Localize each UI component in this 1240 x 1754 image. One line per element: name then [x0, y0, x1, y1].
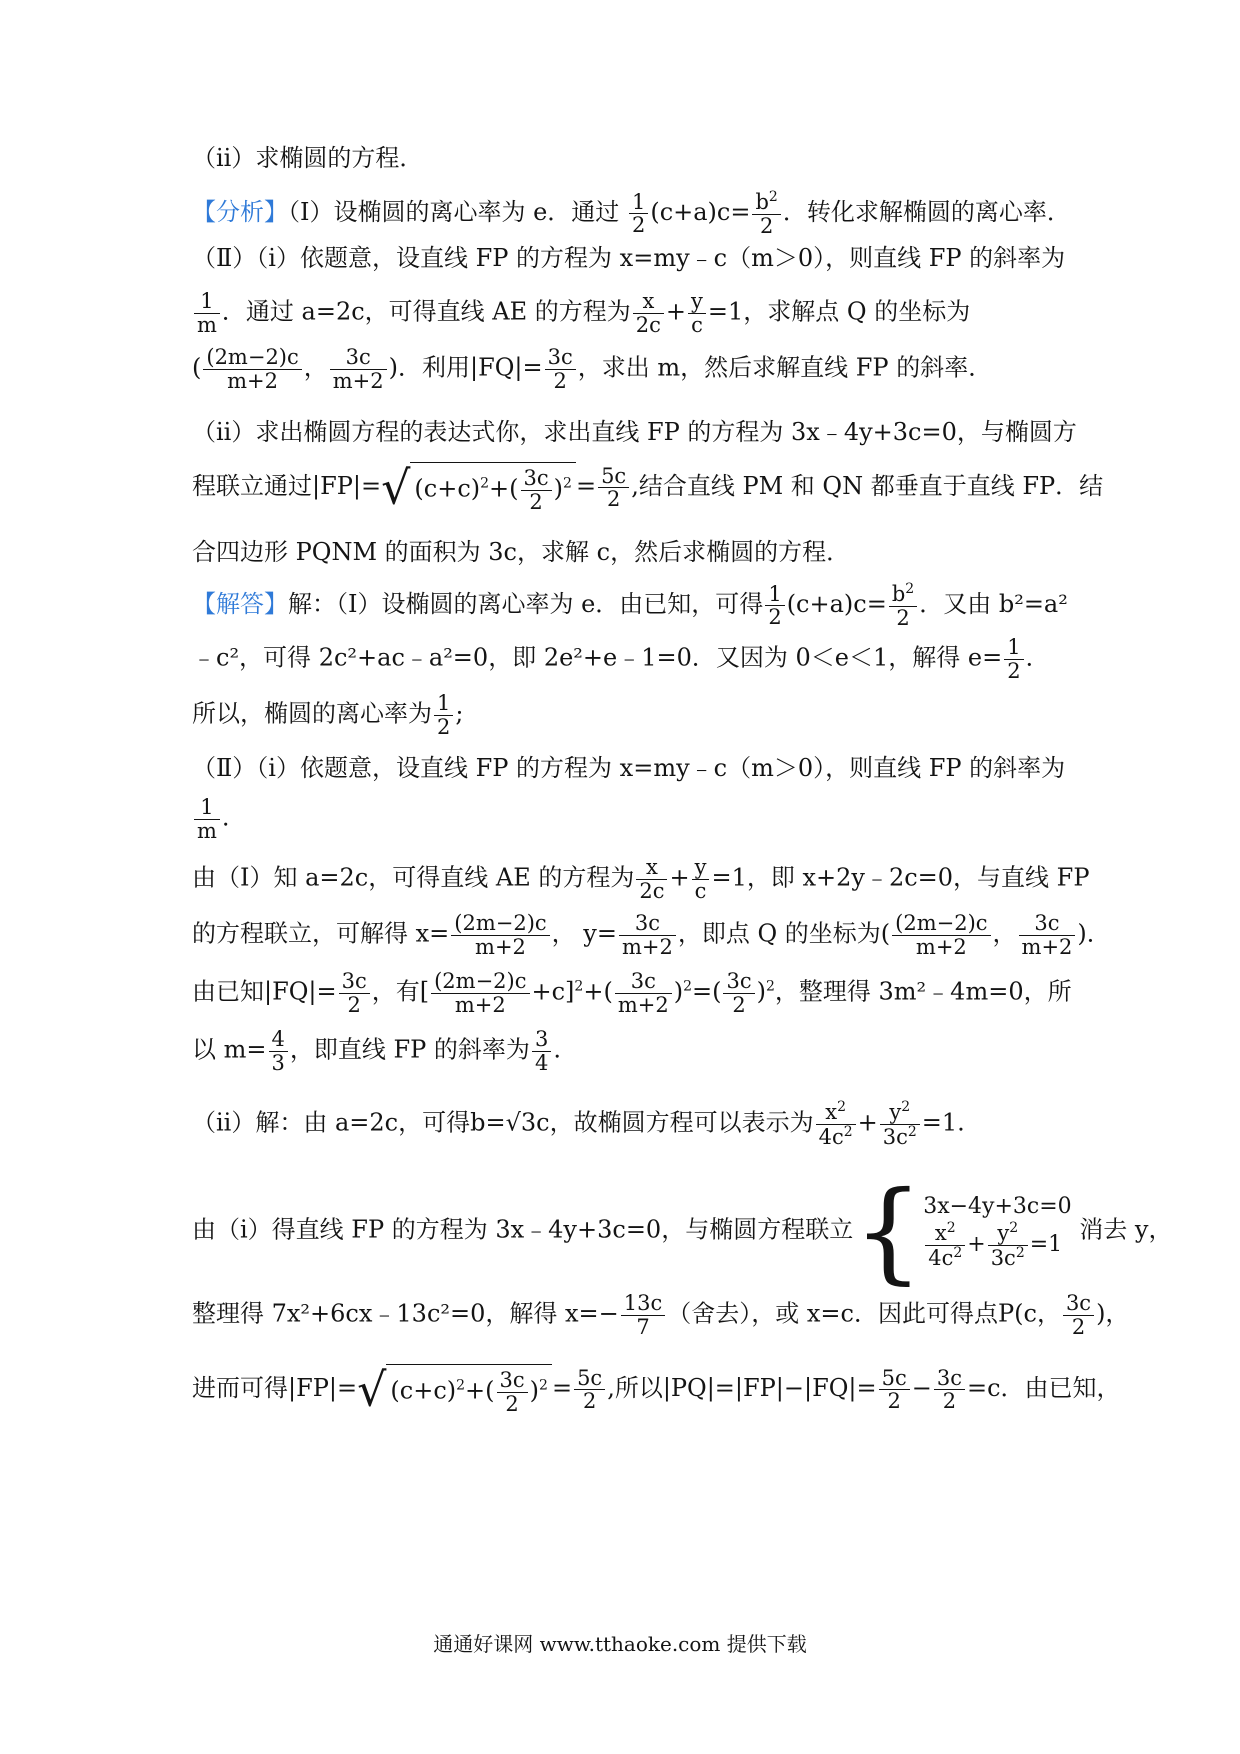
text-line: （ii）求出椭圆方程的表达式你，求出直线 FP 的方程为 3x﹣4y+3c=0，与椭圆方	[192, 418, 1077, 446]
text-line: 进而可得|FP|=√ $(c+c)^2+$( $\frac{3c}{2}$ )$^2$ = $\frac{5c}{2}$ ,所以|PQ|=|FP|−|FQ|= $\frac{5c}{2}$ − $\frac{3c}{2}$ =c．由已知，	[192, 1362, 1121, 1417]
text-line: 合四边形 PQNM 的面积为 3c，求解 c，然后求椭圆的方程．	[192, 538, 851, 566]
answer-label: 【解答】	[192, 590, 288, 619]
text-line: ( $\frac{(2m-2)c}{m+2}$ ， $\frac{3c}{m+2}$ )．利用|FQ|= $\frac{3c}{2}$ ，求出 m，然后求解直线 FP 的斜率．	[192, 345, 993, 393]
text-line: 由（i）得直线 FP 的方程为 3x﹣4y+3c=0，与椭圆方程联立{ 3x−4y+3c=0 $\frac{x^2}{4c^2}$ + $\frac{y^2}{3c^2}$ =1 消去 y，	[192, 1167, 1173, 1295]
answer-line-1: 【解答】解：（Ⅰ）设椭圆的离心率为 e．由已知，可得 $\frac{1}{2}$ (c+a)c= $\frac{b^2}{2}$ ．又由 b²=a²	[192, 581, 1068, 630]
text-line: 程联立通过|FP|=√ $(c+c)^2+$( $\frac{3c}{2}$ )$^2$ = $\frac{5c}{2}$ ,结合直线 PM 和 QN 都垂直于直线 FP．结	[192, 460, 1104, 515]
text-line: 由（Ⅰ）知 a=2c，可得直线 AE 的方程为 $\frac{x}{2c}$ + $\frac{y}{c}$ =1，即 x+2y﹣2c=0，与直线 FP	[192, 855, 1090, 903]
text-line: 的方程联立，可解得 x= $\frac{(2m-2)c}{m+2}$ ， y= $\frac{3c}{m+2}$ ，即点 Q 的坐标为( $\frac{(2m-2)c}{m+2}$ ， $\frac{3c}{m+2}$ )．	[192, 911, 1111, 959]
analysis-line-1: 【分析】（Ⅰ）设椭圆的离心率为 e．通过 $\frac{1}{2}$ (c+a)c= $\frac{b^2}{2}$ ．转化求解椭圆的离心率．	[192, 189, 1071, 238]
text-line: 由已知|FQ|= $\frac{3c}{2}$ ，有[ $\frac{(2m-2)c}{m+2}$ +c]$^2$+( $\frac{3c}{m+2}$ )$^2$=( $\frac{3c}{2}$ )$^2$，整理得 3m²﹣4m=0，所	[192, 969, 1072, 1017]
math-fraction: $\frac{b^2}{2}$	[752, 190, 780, 237]
math-fraction: $\frac{x}{2c}$	[633, 290, 664, 336]
math-fraction: $\frac{1}{m}$	[194, 290, 220, 336]
equation-system: 3x−4y+3c=0 $\frac{x^2}{4c^2}$ + $\frac{y^2}{3c^2}$ =1	[923, 1193, 1072, 1270]
text-line: 以 m= $\frac{4}{3}$ ，即直线 FP 的斜率为 $\frac{3}{4}$ .	[192, 1027, 561, 1075]
text-line: （ii）解：由 a=2c，可得b=√3c，故椭圆方程可以表示为 $\frac{x^2}{4c^2}$ + $\frac{y^2}{3c^2}$ =1.	[192, 1099, 965, 1149]
text-line: $\frac{1}{m}$ ．通过 a=2c，可得直线 AE 的方程为 $\frac{x}{2c}$ + $\frac{y}{c}$ =1，求解点 Q 的坐标为	[192, 290, 1082, 336]
math-fraction: $\frac{3c}{2}$	[545, 346, 576, 392]
math-fraction: $\frac{y}{c}$	[688, 290, 706, 336]
math-fraction: $\frac{5c}{2}$	[598, 465, 629, 511]
footer: 通通好课网 www.tthaoke.com 提供下载	[433, 1632, 807, 1656]
text-line: （ii）求椭圆的方程．	[192, 144, 424, 172]
text-line: $\frac{1}{m}$ .	[192, 796, 1082, 842]
math-fraction: $\frac{(2m-2)c}{m+2}$	[203, 346, 301, 392]
text-line: 整理得 7x²+6cx﹣13c²=0，解得 x=− $\frac{13c}{7}$ （舍去），或 x=c．因此可得点P(c， $\frac{3c}{2}$ )，	[192, 1291, 1130, 1339]
analysis-label: 【分析】	[192, 198, 288, 227]
text-line: ﹣c²，可得 2c²+ac﹣a²=0，即 2e²+e﹣1=0．又因为 0＜e＜1，解得 e= $\frac{1}{2}$ ．	[192, 635, 1050, 683]
math-fraction: $\frac{3c}{m+2}$	[330, 346, 387, 392]
text-line: （Ⅱ）（ⅰ）依题意，设直线 FP 的方程为 x=my﹣c（m＞0），则直线 FP 的斜率为	[192, 754, 1066, 782]
math-fraction: $\frac{1}{2}$	[629, 191, 648, 237]
text-line: （Ⅱ）（ⅰ）依题意，设直线 FP 的方程为 x=my﹣c（m＞0），则直线 FP 的斜率为	[192, 244, 1066, 272]
text-line: 所以，椭圆的离心率为 $\frac{1}{2}$ ;	[192, 691, 464, 739]
